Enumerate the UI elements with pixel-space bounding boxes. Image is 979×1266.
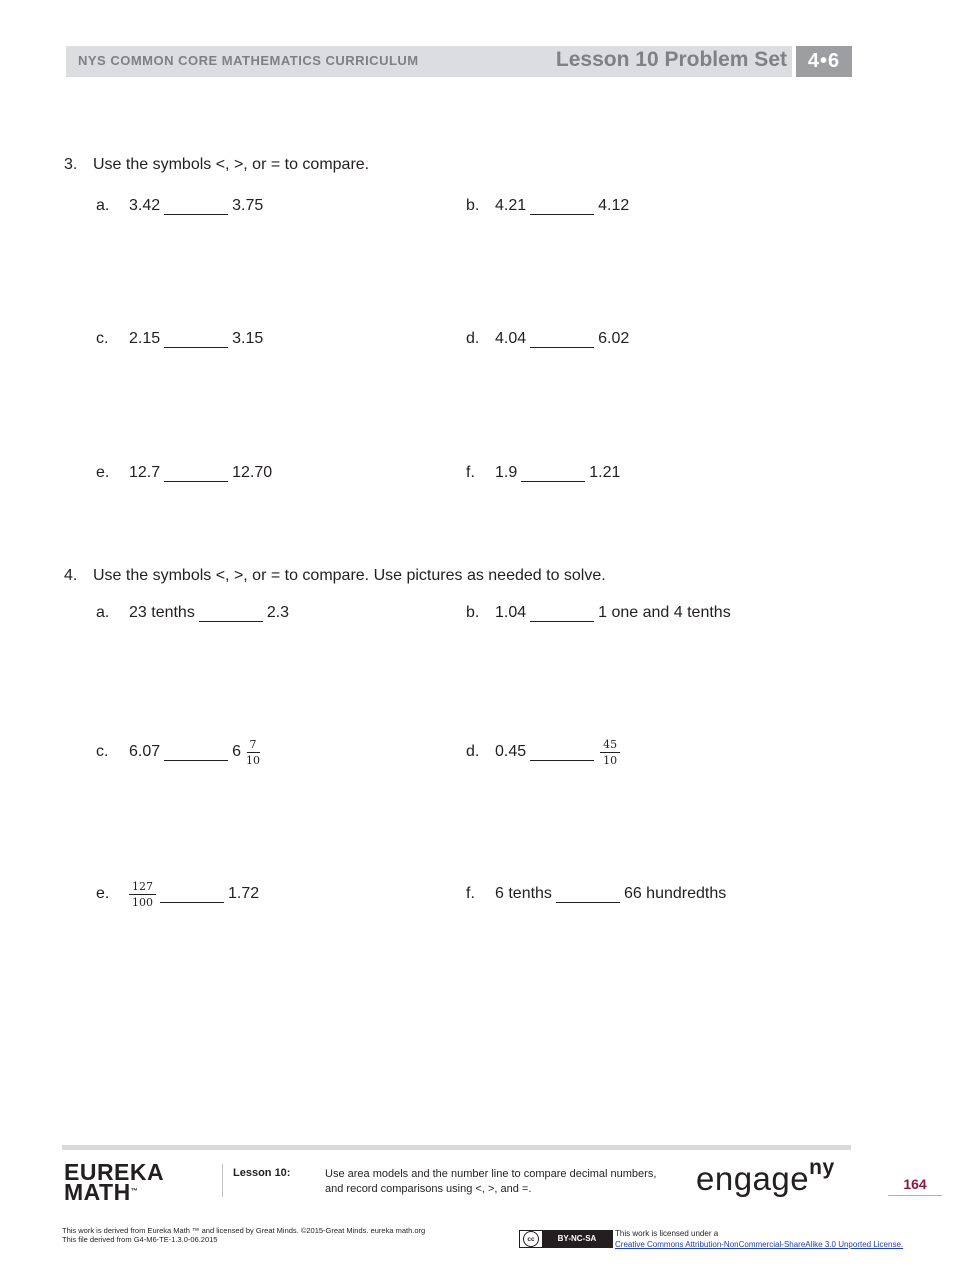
right-value: 2.3	[266, 604, 290, 621]
logo-trademark: ™	[130, 1188, 139, 1195]
cc-icon: cc	[523, 1231, 539, 1247]
right-fraction	[243, 738, 263, 767]
right-value: 4.12	[598, 197, 630, 214]
lesson-desc-line-1: Use area models and the number line to compare decimal numbers,	[325, 1168, 657, 1180]
problem-4a	[96, 593, 289, 633]
lesson-desc-line-2: and record comparisons using <, >, and =.	[325, 1183, 532, 1195]
page-number-rule	[888, 1195, 942, 1196]
problem-3-prompt	[64, 156, 369, 174]
left-value: 2.15	[129, 330, 161, 347]
eureka-math-logo	[64, 1159, 165, 1205]
item-label: b.	[466, 604, 480, 621]
footer-divider	[222, 1164, 223, 1197]
answer-blank[interactable]	[521, 467, 585, 482]
left-value: 23 tenths	[129, 604, 195, 621]
cc-badge-text: BY-NC-SA	[542, 1231, 612, 1247]
answer-blank[interactable]	[160, 888, 224, 903]
footer-rule	[62, 1145, 851, 1150]
answer-blank[interactable]	[530, 200, 594, 215]
engageny-logo	[696, 1156, 835, 1198]
left-value: 3.42	[129, 197, 161, 214]
item-label: f.	[466, 464, 475, 481]
page-title: Lesson 10 Problem Set	[555, 48, 787, 71]
right-value: 66 hundredths	[623, 885, 727, 902]
problem-4c	[96, 732, 263, 772]
attribution-line-2: This file derived from G4-M6-TE-1.3.0-06.2015	[62, 1235, 218, 1244]
denominator: 10	[246, 753, 261, 767]
denominator: 10	[603, 753, 618, 767]
problem-text: Use the symbols <, >, or = to compare. Use pictures as needed to solve.	[93, 567, 606, 584]
numerator: 7	[247, 738, 260, 753]
page-number: 164	[903, 1176, 927, 1192]
left-value: 6.07	[129, 743, 161, 760]
logo-line-1: EUREKA	[64, 1159, 165, 1185]
problem-3e	[96, 453, 272, 493]
problem-3a	[96, 186, 263, 226]
engage-sup: ny	[809, 1156, 835, 1179]
problem-4f	[466, 874, 726, 914]
right-value: 6.02	[598, 330, 630, 347]
left-value: 4.21	[495, 197, 527, 214]
problem-3f	[466, 453, 620, 493]
right-value: 3.75	[232, 197, 264, 214]
problem-4b	[466, 593, 731, 633]
license-link[interactable]: Creative Commons Attribution-NonCommercial-ShareAlike 3.0 Unported License.	[615, 1240, 904, 1249]
answer-blank[interactable]	[530, 746, 594, 761]
answer-blank[interactable]	[164, 746, 228, 761]
problem-4d	[466, 732, 620, 772]
right-value: 1.72	[228, 885, 260, 902]
problem-4e	[96, 874, 259, 914]
item-label: d.	[466, 330, 480, 347]
item-label: a.	[96, 604, 110, 621]
right-whole: 6	[232, 743, 242, 760]
problem-3d	[466, 319, 629, 359]
problem-3c	[96, 319, 263, 359]
license-notice	[615, 1228, 903, 1250]
left-value: 0.45	[495, 743, 527, 760]
lesson-label: Lesson 10:	[233, 1167, 291, 1179]
item-label: c.	[96, 330, 109, 347]
answer-blank[interactable]	[164, 467, 228, 482]
answer-blank[interactable]	[164, 333, 228, 348]
item-label: d.	[466, 743, 480, 760]
left-value: 1.9	[495, 464, 518, 481]
item-label: b.	[466, 197, 480, 214]
left-value: 4.04	[495, 330, 527, 347]
license-line-1: This work is licensed under a	[615, 1229, 719, 1238]
curriculum-title: NYS COMMON CORE MATHEMATICS CURRICULUM	[78, 53, 419, 68]
item-label: f.	[466, 885, 475, 902]
right-value: 1 one and 4 tenths	[598, 604, 731, 621]
cc-license-badge	[519, 1230, 613, 1248]
answer-blank[interactable]	[164, 200, 228, 215]
left-fraction	[129, 880, 156, 909]
attribution-line-1: This work is derived from Eureka Math ™ and licensed by Great Minds. ©2015-Great Minds. eureka math.org	[62, 1226, 426, 1235]
problem-number: 3.	[64, 156, 78, 173]
left-value: 1.04	[495, 604, 527, 621]
right-value: 3.15	[232, 330, 264, 347]
answer-blank[interactable]	[199, 607, 263, 622]
item-label: a.	[96, 197, 110, 214]
left-value: 6 tenths	[495, 885, 552, 902]
numerator: 45	[600, 738, 620, 753]
denominator: 100	[132, 895, 153, 909]
problem-4-prompt	[64, 567, 606, 585]
attribution	[62, 1226, 425, 1244]
lesson-description	[325, 1167, 695, 1197]
item-label: e.	[96, 885, 110, 902]
item-label: e.	[96, 464, 110, 481]
answer-blank[interactable]	[530, 333, 594, 348]
answer-blank[interactable]	[556, 888, 620, 903]
problem-number: 4.	[64, 567, 78, 584]
logo-line-2: MATH	[64, 1179, 131, 1205]
item-label: c.	[96, 743, 109, 760]
right-value: 12.70	[232, 464, 273, 481]
answer-blank[interactable]	[530, 607, 594, 622]
problem-3b	[466, 186, 629, 226]
engage-text: engage	[696, 1160, 810, 1197]
problem-text: Use the symbols <, >, or = to compare.	[93, 156, 370, 173]
right-value: 1.21	[589, 464, 621, 481]
numerator: 127	[129, 880, 156, 895]
right-fraction	[600, 738, 620, 767]
module-badge: 4•6	[796, 46, 852, 77]
left-value: 12.7	[129, 464, 161, 481]
